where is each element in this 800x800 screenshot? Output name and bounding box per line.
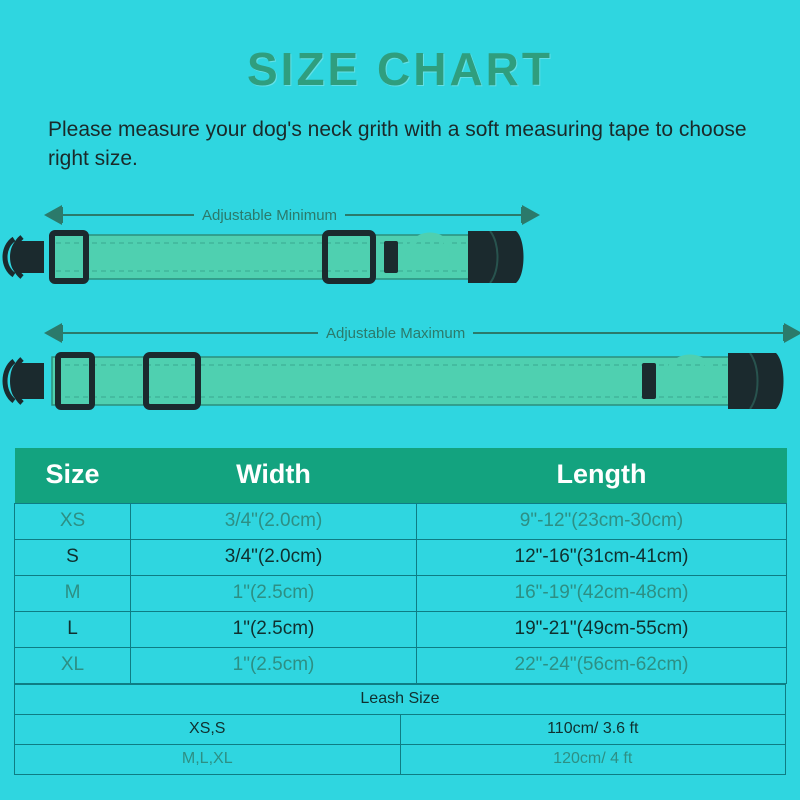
header-size: Size — [15, 448, 131, 504]
leash-sizes: M,L,XL — [15, 745, 401, 775]
leash-length: 120cm/ 4 ft — [400, 745, 786, 775]
leash-length: 110cm/ 3.6 ft — [400, 715, 786, 745]
table-row — [15, 576, 787, 612]
size-table-wrapper — [14, 448, 786, 775]
cell-length: 19"-21"(49cm-55cm) — [417, 612, 787, 648]
cell-width: 3/4"(2.0cm) — [131, 540, 417, 576]
leash-title: Leash Size — [15, 685, 786, 715]
cell-size: M — [15, 576, 131, 612]
measure-instructions: Please measure your dog's neck grith with a soft measuring tape to choose right size. — [48, 118, 747, 170]
collar-diagram — [0, 195, 800, 440]
cell-width: 3/4"(2.0cm) — [131, 504, 417, 540]
size-table — [14, 448, 787, 684]
cell-length: 22"-24"(56cm-62cm) — [417, 648, 787, 684]
adjustable-minimum-label: Adjustable Minimum — [194, 207, 345, 224]
cell-size: S — [15, 540, 131, 576]
cell-size: XS — [15, 504, 131, 540]
cell-size: XL — [15, 648, 131, 684]
leash-sizes: XS,S — [15, 715, 401, 745]
cell-width: 1"(2.5cm) — [131, 612, 417, 648]
leash-row — [15, 715, 786, 745]
table-row — [15, 504, 787, 540]
table-row — [15, 612, 787, 648]
table-row — [15, 540, 787, 576]
header-width: Width — [131, 448, 417, 504]
leash-row — [15, 745, 786, 775]
adjustable-maximum-label: Adjustable Maximum — [318, 325, 473, 342]
cell-width: 1"(2.5cm) — [131, 648, 417, 684]
page-title: SIZE CHART — [247, 43, 553, 95]
cell-length: 9"-12"(23cm-30cm) — [417, 504, 787, 540]
cell-width: 1"(2.5cm) — [131, 576, 417, 612]
cell-size: L — [15, 612, 131, 648]
cell-length: 16"-19"(42cm-48cm) — [417, 576, 787, 612]
header-length: Length — [417, 448, 787, 504]
collar-diagram-svg — [0, 195, 800, 440]
table-row — [15, 648, 787, 684]
table-header-row — [15, 448, 787, 504]
leash-size-table — [14, 684, 786, 775]
leash-title-row — [15, 685, 786, 715]
cell-length: 12"-16"(31cm-41cm) — [417, 540, 787, 576]
